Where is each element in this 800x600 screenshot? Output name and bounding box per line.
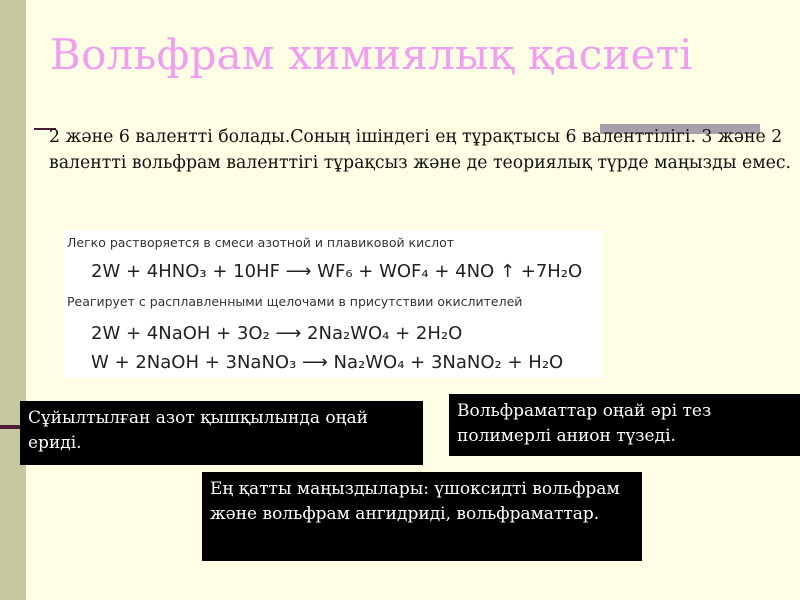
reaction-image-panel (63, 230, 603, 378)
reaction-caption-alkali: Реагирует с расплавленными щелочами в присутствии окислителей (67, 294, 523, 309)
intro-paragraph: 2 және 6 валентті болады.Соның ішіндегі ең тұрақтысы 6 валенттілігі. 3 және 2 валентті вольфрам валенттігі тұрақсыз және де теориялық түрде маңызды емес. (49, 127, 792, 173)
equation-alkali-oxygen: 2W + 4NaOH + 3O₂ ⟶ 2Na₂WO₄ + 2H₂O (91, 323, 463, 344)
equation-acid-dissolution: 2W + 4HNO₃ + 10HF ⟶ WF₆ + WOF₄ + 4NO ↑ +7H₂O (91, 261, 583, 282)
note-box-important-compounds: Ең қатты маңыздылары: үшоксидті вольфрам және вольфрам ангидриді, вольфраматтар. (202, 472, 642, 561)
note-box-nitric-acid: Сұйылтылған азот қышқылында оңай ериді. (20, 401, 423, 465)
equation-alkali-nitrate: W + 2NaOH + 3NaNO₃ ⟶ Na₂WO₄ + 3NaNO₂ + H₂O (91, 352, 564, 373)
reaction-caption-acids: Легко растворяется в смеси азотной и плавиковой кислот (67, 235, 455, 250)
note-box-tungstates: Вольфраматтар оңай әрі тез полимерлі анион түзеді. (449, 394, 800, 456)
slide-title: Вольфрам химиялық қасиеті (50, 30, 693, 79)
side-bar (0, 0, 26, 600)
